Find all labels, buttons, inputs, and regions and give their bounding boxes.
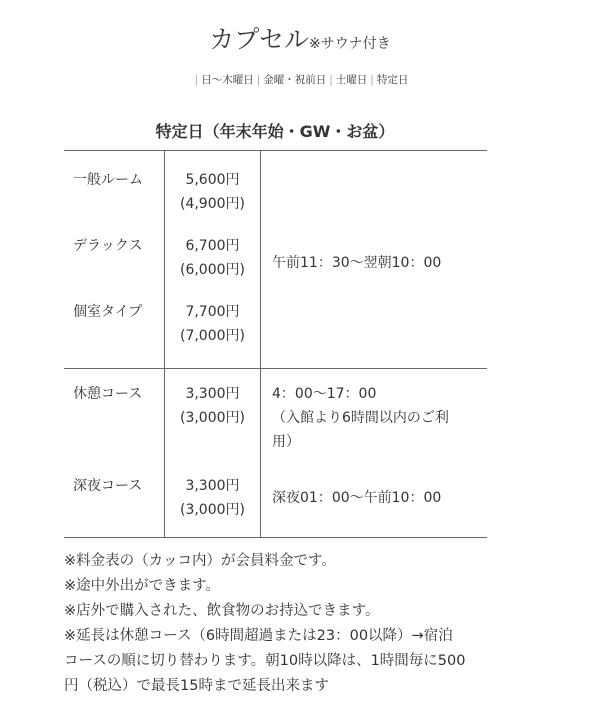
- note-extension-cont: コースの順に切り替わります。朝10時以降は、1時間毎に500: [64, 653, 466, 669]
- table-middle-border: [64, 368, 487, 369]
- note-member-price: ※料金表の（カッコ内）が会員料金です。: [64, 553, 336, 569]
- course-price-night: 3,300円: [185, 478, 240, 494]
- note-extension: ※延長は休憩コース（6時間超過または23：00以降）→宿泊: [64, 628, 453, 644]
- note-outside-food: ※店外で購入された、飲食物のお持込できます。: [64, 603, 380, 619]
- note-extension-end: 円（税込）で最長15時まで延長出来ます: [64, 678, 329, 694]
- room-price-deluxe: 6,700円: [185, 238, 240, 254]
- page-title: [0, 20, 600, 56]
- section-title: 特定日（年末年始・GW・お盆）: [155, 122, 395, 141]
- notes: [64, 549, 524, 699]
- rest-hours: 4：00～17：00: [272, 386, 377, 402]
- tab-separator: |: [329, 74, 333, 86]
- tab-sun-thu[interactable]: 日～木曜日: [201, 74, 254, 86]
- room-name-general: 一般ルーム: [73, 172, 143, 188]
- title-subtitle: ※サウナ付き: [309, 36, 391, 52]
- room-price-general: 5,600円: [185, 172, 240, 188]
- night-hours: 深夜01：00～午前10：00: [272, 490, 442, 506]
- room-member-price-deluxe: (6,000円): [179, 262, 245, 278]
- tab-saturday[interactable]: 土曜日: [335, 74, 368, 86]
- stay-hours: 午前11：30～翌朝10：00: [272, 255, 442, 271]
- tab-separator: |: [370, 74, 374, 86]
- day-tabs: [0, 72, 600, 87]
- tab-separator: |: [256, 74, 261, 86]
- rest-hours-note: （入館より6時間以内のご利: [272, 410, 449, 426]
- table-top-border: [64, 150, 487, 151]
- tab-separator: |: [194, 74, 199, 86]
- course-price-rest: 3,300円: [185, 386, 240, 402]
- room-price-private: 7,700円: [185, 304, 240, 320]
- room-member-price-private: (7,000円): [179, 328, 245, 344]
- room-name-deluxe: デラックス: [73, 238, 143, 254]
- course-member-price-rest: (3,000円): [179, 410, 245, 426]
- course-name-night: 深夜コース: [73, 478, 143, 494]
- room-member-price-general: (4,900円): [179, 196, 245, 212]
- table-column-divider: [260, 150, 261, 538]
- tab-special-day[interactable]: 特定日: [376, 74, 409, 86]
- tab-fri-holiday-eve[interactable]: 金曜・祝前日: [263, 74, 327, 86]
- course-name-rest: 休憩コース: [73, 386, 143, 402]
- note-going-out: ※途中外出ができます。: [64, 578, 220, 594]
- title-text: カプセル: [209, 25, 310, 54]
- table-bottom-border: [64, 537, 487, 538]
- rest-hours-note-end: 用）: [272, 434, 300, 450]
- course-member-price-night: (3,000円): [179, 502, 245, 518]
- room-name-private: 個室タイプ: [73, 304, 143, 320]
